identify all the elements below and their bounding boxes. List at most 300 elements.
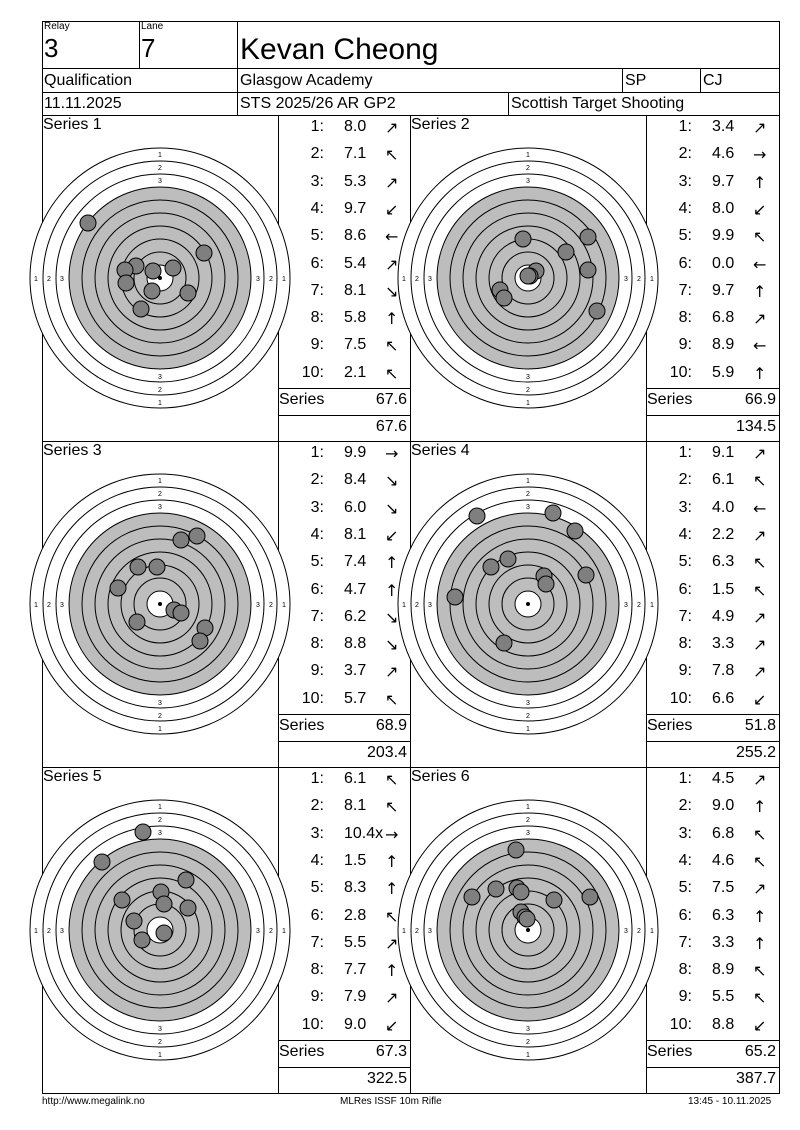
- target-ring-label: 2: [526, 491, 530, 498]
- shot-direction-icon: ↘: [385, 635, 399, 655]
- shot-impact: [192, 633, 208, 649]
- class-code: SP: [625, 72, 647, 89]
- target-ring-label: 1: [526, 1052, 530, 1059]
- shot-number: 4:: [310, 199, 324, 217]
- shot-number: 8:: [310, 635, 324, 653]
- shot-number: 8:: [678, 635, 692, 653]
- shot-impact: [513, 884, 529, 900]
- series-total-label: Series: [279, 391, 325, 408]
- shot-direction-icon: ↗: [753, 607, 767, 627]
- shot-impact: [508, 842, 524, 858]
- target-ring-label: 1: [34, 928, 38, 935]
- shot-direction-icon: ↙: [753, 1015, 767, 1035]
- shot-value: 7.4: [344, 553, 367, 571]
- shot-direction-icon: ↙: [753, 689, 767, 709]
- target-ring-label: 3: [158, 830, 162, 837]
- target-diagram: [34, 767, 286, 1093]
- shot-impact: [165, 260, 181, 276]
- shot-impact: [156, 896, 172, 912]
- shot-direction-icon: ↑: [385, 851, 399, 871]
- target-ring-label: 1: [526, 804, 530, 811]
- shot-value: 3.4: [712, 118, 735, 135]
- shot-direction-icon: ↙: [385, 1015, 399, 1035]
- shot-direction-icon: ↑: [385, 879, 399, 899]
- target-ring-label: 2: [526, 387, 530, 394]
- shot-direction-icon: ↙: [385, 199, 399, 219]
- shot-value: 1.5: [344, 851, 367, 869]
- shot-number: 5:: [678, 553, 692, 571]
- footer-software: MLRes ISSF 10m Rifle: [340, 1096, 442, 1107]
- cumulative-total: 322.5: [366, 1070, 407, 1087]
- shot-number: 4:: [310, 851, 324, 869]
- target-ring-label: 2: [269, 602, 273, 609]
- shot-number: 5:: [310, 227, 324, 245]
- shot-impact: [180, 900, 196, 916]
- shot-impact: [196, 245, 212, 261]
- shot-number: 3:: [310, 498, 324, 516]
- shot-direction-icon: ↙: [385, 525, 399, 545]
- shot-value: 7.1: [344, 145, 367, 163]
- shot-number: 7:: [678, 607, 692, 625]
- shot-impact: [135, 824, 151, 840]
- shot-number: 2:: [678, 471, 692, 489]
- shot-impact: [582, 889, 598, 905]
- shot-direction-icon: ↑: [753, 363, 767, 383]
- shot-direction-icon: ↖: [753, 580, 767, 600]
- series-total-label: Series: [279, 717, 325, 734]
- target-ring-label: 3: [526, 830, 530, 837]
- footer-website: http://www.megalink.no: [42, 1096, 145, 1107]
- shooter-name: Kevan Cheong: [240, 33, 439, 66]
- shot-number: 3:: [678, 498, 692, 516]
- shot-number: 8:: [678, 961, 692, 979]
- shot-direction-icon: ↗: [385, 172, 399, 192]
- target-ring-label: 3: [60, 602, 64, 609]
- shot-direction-icon: ←: [753, 336, 767, 356]
- target-ring-label: 3: [256, 602, 260, 609]
- shot-direction-icon: ↗: [385, 254, 399, 274]
- target-ring-label: 1: [158, 726, 162, 733]
- cumulative-rule: [278, 415, 410, 416]
- shot-number: 3:: [310, 824, 324, 842]
- shot-number: 9:: [310, 336, 324, 354]
- shot-direction-icon: →: [385, 824, 399, 844]
- target-ring-label: 3: [428, 276, 432, 283]
- shot-value: 4.5: [712, 770, 735, 787]
- shot-number: 3:: [678, 172, 692, 190]
- target-ring-label: 2: [415, 928, 419, 935]
- shot-value: 8.9: [712, 336, 735, 354]
- shot-direction-icon: ↖: [385, 770, 399, 789]
- shot-value: 7.7: [344, 961, 367, 979]
- total-rule: [278, 388, 410, 389]
- series-total: 51.8: [744, 717, 776, 734]
- organizer: Scottish Target Shooting: [511, 95, 685, 112]
- series-title: Series 2: [411, 116, 470, 133]
- cumulative-rule: [646, 1067, 779, 1068]
- shot-number: 6:: [310, 254, 324, 272]
- shot-direction-icon: ↗: [385, 988, 399, 1008]
- shot-value: 3.3: [712, 933, 735, 951]
- shot-impact: [149, 559, 165, 575]
- shot-value: 9.9: [712, 227, 735, 245]
- shot-direction-icon: ↘: [385, 471, 399, 491]
- series-total-label: Series: [647, 1043, 693, 1060]
- shot-value: 4.9: [712, 607, 735, 625]
- shot-number: 10:: [669, 363, 692, 381]
- shot-number: 2:: [310, 145, 324, 163]
- target-diagram: [34, 441, 286, 767]
- shot-impact: [545, 505, 561, 521]
- shot-value: 5.3: [344, 172, 367, 190]
- cumulative-total: 203.4: [366, 744, 407, 761]
- shot-impact: [538, 576, 554, 592]
- shot-direction-icon: ↖: [385, 145, 399, 165]
- shot-number: 10:: [669, 1015, 692, 1033]
- shot-value: 5.7: [344, 689, 367, 707]
- cumulative-total: 67.6: [375, 418, 407, 435]
- target-ring-label: 3: [256, 276, 260, 283]
- shot-value: 5.5: [712, 988, 735, 1006]
- target-ring-label: 2: [526, 713, 530, 720]
- shot-value: 4.6: [712, 851, 735, 869]
- shot-number: 2:: [678, 797, 692, 815]
- target-ring-label: 1: [282, 276, 286, 283]
- shot-impact: [488, 881, 504, 897]
- shot-value: 8.1: [344, 797, 367, 815]
- shot-number: 4:: [310, 525, 324, 543]
- cumulative-rule: [278, 741, 410, 742]
- target-ring-label: 3: [526, 700, 530, 707]
- relay-value: 3: [44, 33, 59, 63]
- target-ring-label: 1: [402, 276, 406, 283]
- shot-impact: [133, 301, 149, 317]
- shot-number: 5:: [678, 227, 692, 245]
- shot-value: 1.5: [712, 580, 735, 598]
- shot-impact: [156, 925, 172, 941]
- shot-impact: [129, 614, 145, 630]
- shot-direction-icon: ↗: [385, 118, 399, 137]
- series-title: Series 1: [43, 116, 102, 133]
- shot-number: 4:: [678, 525, 692, 543]
- shot-impact: [145, 263, 161, 279]
- shot-direction-icon: →: [753, 145, 767, 165]
- target-ring-label: 2: [269, 276, 273, 283]
- series-block: [34, 115, 410, 441]
- shot-number: 5:: [310, 553, 324, 571]
- target-ring-label: 1: [158, 804, 162, 811]
- shot-impact: [519, 911, 535, 927]
- shot-value: 5.8: [344, 309, 367, 327]
- target-ring-label: 1: [282, 602, 286, 609]
- shot-value: 2.8: [344, 906, 367, 924]
- shot-impact: [578, 567, 594, 583]
- shot-direction-icon: ↖: [753, 851, 767, 871]
- shot-number: 8:: [310, 309, 324, 327]
- series-title: Series 3: [43, 442, 102, 459]
- shot-number: 6:: [678, 254, 692, 272]
- target-ring-label: 2: [415, 602, 419, 609]
- shot-number: 1:: [678, 444, 692, 461]
- shot-number: 7:: [678, 933, 692, 951]
- target-ring-label: 3: [624, 276, 628, 283]
- shot-impact: [173, 605, 189, 621]
- shot-number: 9:: [678, 988, 692, 1006]
- target-ring-label: 2: [47, 276, 51, 283]
- shot-impact: [496, 635, 512, 651]
- target-ring-label: 2: [526, 817, 530, 824]
- shot-number: 2:: [310, 797, 324, 815]
- shot-value: 6.0: [344, 498, 367, 516]
- shot-value: 7.8: [712, 662, 735, 680]
- target-ring-label: 2: [637, 276, 641, 283]
- shot-number: 10:: [301, 689, 324, 707]
- series-block: [34, 441, 410, 767]
- target-ring-label: 2: [269, 928, 273, 935]
- shot-value: 8.0: [344, 118, 367, 135]
- target-ring-label: 3: [526, 374, 530, 381]
- target-ring-label: 1: [158, 478, 162, 485]
- shot-number: 9:: [310, 662, 324, 680]
- shot-direction-icon: ↘: [385, 498, 399, 518]
- shot-direction-icon: ↖: [385, 689, 399, 709]
- shot-impact: [515, 231, 531, 247]
- target-diagram: [402, 767, 654, 1093]
- target-ring-label: 3: [428, 602, 432, 609]
- shot-direction-icon: ←: [753, 254, 767, 274]
- shot-value: 7.9: [344, 988, 367, 1006]
- shot-direction-icon: ↖: [753, 961, 767, 981]
- shot-value: 4.0: [712, 498, 735, 516]
- shot-value: 8.1: [344, 525, 367, 543]
- shot-direction-icon: ←: [753, 498, 767, 518]
- shot-number: 6:: [678, 580, 692, 598]
- shot-value: 7.5: [344, 336, 367, 354]
- series-block: [402, 767, 779, 1093]
- shot-number: 3:: [310, 172, 324, 190]
- shot-direction-icon: ↗: [753, 662, 767, 682]
- shot-value: 8.1: [344, 281, 367, 299]
- target-center-dot: [158, 602, 162, 606]
- footer-printed: 13:45 - 10.11.2025: [688, 1096, 772, 1107]
- target-ring-label: 3: [158, 504, 162, 511]
- target-ring-label: 1: [402, 602, 406, 609]
- target-ring-label: 2: [526, 165, 530, 172]
- target-ring-label: 1: [526, 152, 530, 159]
- shot-direction-icon: ↑: [753, 281, 767, 301]
- shot-direction-icon: ↘: [385, 281, 399, 301]
- target-ring-label: 3: [60, 928, 64, 935]
- shot-value: 6.2: [344, 607, 367, 625]
- shot-number: 10:: [301, 1015, 324, 1033]
- shot-value: 5.5: [344, 933, 367, 951]
- target-ring-label: 3: [256, 928, 260, 935]
- shot-impact: [567, 523, 583, 539]
- shot-number: 2:: [678, 145, 692, 163]
- shot-direction-icon: ↑: [753, 933, 767, 953]
- total-rule: [278, 1040, 410, 1041]
- shot-number: 1:: [310, 444, 324, 461]
- cumulative-rule: [646, 741, 779, 742]
- cumulative-rule: [646, 415, 779, 416]
- initials: CJ: [703, 72, 723, 89]
- shot-direction-icon: ↗: [753, 879, 767, 899]
- date: 11.11.2025: [44, 95, 122, 112]
- shot-direction-icon: ↑: [753, 797, 767, 817]
- shot-value: 9.9: [344, 444, 367, 461]
- shot-value: 9.0: [344, 1015, 367, 1033]
- shot-impact: [126, 913, 142, 929]
- shot-number: 9:: [678, 336, 692, 354]
- shot-direction-icon: ↗: [753, 770, 767, 789]
- shot-impact: [500, 551, 516, 567]
- shot-value: 8.8: [344, 635, 367, 653]
- target-ring-label: 2: [637, 602, 641, 609]
- shot-direction-icon: ↗: [753, 525, 767, 545]
- shot-value: 10.4x: [344, 824, 384, 842]
- shot-value: 6.3: [712, 553, 735, 571]
- shot-direction-icon: ↖: [385, 336, 399, 356]
- shot-impact: [447, 589, 463, 605]
- shot-number: 4:: [678, 851, 692, 869]
- series-total: 66.9: [744, 391, 776, 408]
- shot-impact: [144, 283, 160, 299]
- target-ring-label: 1: [402, 928, 406, 935]
- shot-number: 10:: [301, 363, 324, 381]
- series-total: 65.2: [744, 1043, 776, 1060]
- shot-number: 6:: [310, 580, 324, 598]
- shot-number: 4:: [678, 199, 692, 217]
- shot-direction-icon: ↖: [753, 227, 767, 247]
- target-ring-label: 1: [34, 276, 38, 283]
- shot-direction-icon: ↗: [753, 309, 767, 329]
- total-rule: [278, 714, 410, 715]
- target-ring-label: 1: [526, 726, 530, 733]
- shot-value: 5.9: [712, 363, 735, 381]
- shot-direction-icon: ↑: [385, 553, 399, 573]
- shot-impact: [464, 889, 480, 905]
- target-ring-label: 2: [158, 387, 162, 394]
- shot-value: 0.0: [712, 254, 735, 272]
- target-ring-label: 2: [415, 276, 419, 283]
- cumulative-total: 134.5: [735, 418, 776, 435]
- target-center-dot: [526, 602, 530, 606]
- shot-direction-icon: ↖: [753, 988, 767, 1008]
- shot-impact: [178, 872, 194, 888]
- shot-number: 2:: [310, 471, 324, 489]
- target-ring-label: 3: [624, 602, 628, 609]
- shot-number: 7:: [310, 607, 324, 625]
- target-ring-label: 2: [158, 491, 162, 498]
- shot-value: 9.0: [712, 797, 735, 815]
- shot-number: 7:: [310, 933, 324, 951]
- shot-direction-icon: ↑: [753, 906, 767, 926]
- shot-number: 7:: [310, 281, 324, 299]
- shot-number: 9:: [678, 662, 692, 680]
- shot-value: 9.7: [712, 172, 735, 190]
- shot-impact: [580, 229, 596, 245]
- shot-number: 1:: [310, 770, 324, 787]
- target-ring-label: 1: [158, 400, 162, 407]
- shot-impact: [558, 244, 574, 260]
- shot-direction-icon: ↗: [753, 444, 767, 463]
- target-ring-label: 3: [428, 928, 432, 935]
- lane-value: 7: [141, 33, 156, 63]
- stage: Qualification: [44, 72, 133, 89]
- shot-value: 9.1: [712, 444, 735, 461]
- series-total: 68.9: [375, 717, 407, 734]
- target-ring-label: 3: [526, 1026, 530, 1033]
- shot-value: 4.6: [712, 145, 735, 163]
- target-ring-label: 2: [158, 1039, 162, 1046]
- shot-impact: [173, 532, 189, 548]
- shot-value: 8.0: [712, 199, 735, 217]
- shot-impact: [469, 508, 485, 524]
- shot-number: 9:: [310, 988, 324, 1006]
- total-rule: [646, 714, 779, 715]
- target-ring-label: 3: [158, 1026, 162, 1033]
- shot-value: 9.7: [712, 281, 735, 299]
- shot-direction-icon: ↑: [753, 172, 767, 192]
- shot-value: 6.3: [712, 906, 735, 924]
- target-ring-label: 2: [158, 817, 162, 824]
- series-total-label: Series: [647, 717, 693, 734]
- shot-number: 1:: [678, 118, 692, 135]
- shot-number: 1:: [310, 118, 324, 135]
- shot-value: 6.8: [712, 824, 735, 842]
- target-ring-label: 1: [650, 928, 654, 935]
- series-title: Series 6: [411, 768, 470, 785]
- target-ring-label: 3: [60, 276, 64, 283]
- shot-direction-icon: ←: [385, 227, 399, 247]
- shot-impact: [134, 932, 150, 948]
- target-diagram: [402, 441, 654, 767]
- target-ring-label: 3: [158, 374, 162, 381]
- shot-direction-icon: ↖: [753, 824, 767, 844]
- target-ring-label: 2: [47, 602, 51, 609]
- shot-impact: [110, 580, 126, 596]
- shot-value: 6.6: [712, 689, 735, 707]
- shot-value: 2.1: [344, 363, 367, 381]
- target-ring-label: 3: [624, 928, 628, 935]
- shot-direction-icon: ↑: [385, 580, 399, 600]
- shot-direction-icon: →: [385, 444, 399, 463]
- shot-number: 8:: [310, 961, 324, 979]
- total-rule: [646, 388, 779, 389]
- series-total-label: Series: [279, 1043, 325, 1060]
- shot-direction-icon: ↖: [385, 797, 399, 817]
- shot-impact: [118, 275, 134, 291]
- target-diagram: [402, 115, 654, 441]
- shot-direction-icon: ↖: [385, 906, 399, 926]
- target-ring-label: 3: [526, 178, 530, 185]
- target-diagram: [34, 115, 286, 441]
- target-ring-label: 1: [34, 602, 38, 609]
- total-rule: [646, 1040, 779, 1041]
- target-ring-label: 1: [650, 276, 654, 283]
- shot-direction-icon: ↗: [753, 635, 767, 655]
- target-center-dot: [526, 928, 530, 932]
- shot-value: 6.8: [712, 309, 735, 327]
- shot-value: 5.4: [344, 254, 367, 272]
- shot-impact: [114, 892, 130, 908]
- shot-value: 6.1: [344, 770, 367, 787]
- series-block: [402, 441, 779, 767]
- target-ring-label: 3: [158, 178, 162, 185]
- shot-value: 8.9: [712, 961, 735, 979]
- target-ring-label: 1: [526, 478, 530, 485]
- target-ring-label: 2: [47, 928, 51, 935]
